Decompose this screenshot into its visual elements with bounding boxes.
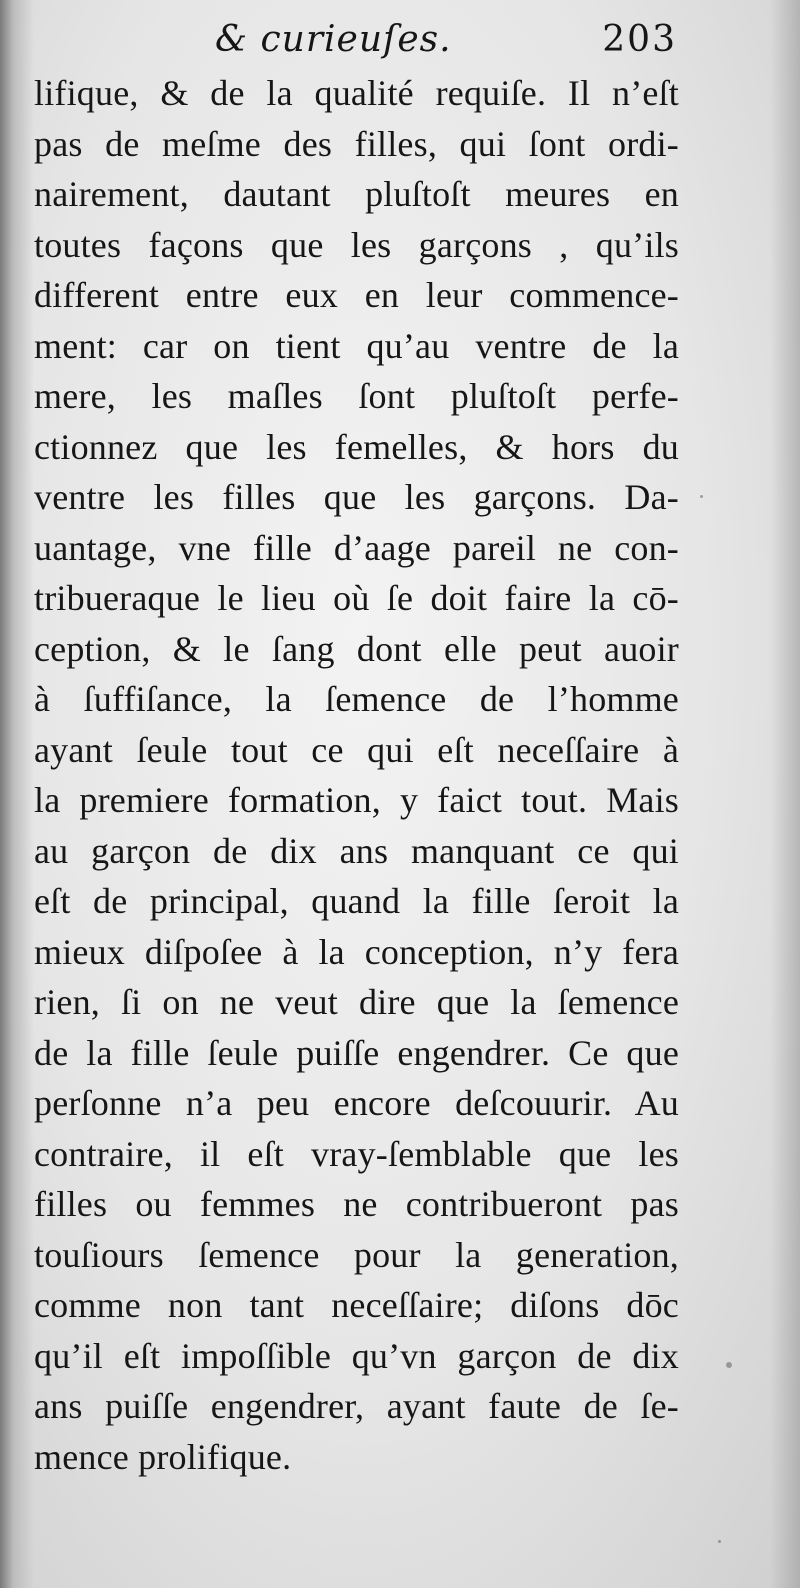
paper-speck (718, 1540, 721, 1543)
text-line: de la fille ſeule puiſſe engendrer. Ce que (34, 1032, 679, 1073)
running-title: & curieuſes. (215, 19, 452, 60)
paper-speck (700, 495, 703, 498)
text-line: perſonne n’a peu encore deſcouurir. Au (34, 1083, 679, 1123)
text-line: contraire, il eſt vray-ſemblable que les (34, 1133, 679, 1174)
page-number: 203 (602, 19, 677, 60)
text-line: mieux diſpoſee à la conception, n’y fera (34, 931, 679, 972)
text-line: à ſuffiſance, la ſemence de l’homme (34, 679, 679, 719)
text-line: lifique, & de la qualité requiſe. Il n’eſt (34, 73, 679, 113)
paper-speck (726, 1362, 732, 1368)
text-line: filles ou femmes ne contribueront pas (34, 1184, 679, 1224)
text-line: uantage, vne fille d’aage pareil ne con- (34, 527, 679, 568)
text-line: comme non tant neceſſaire; diſons dōc (34, 1285, 679, 1325)
text-line: mence prolifique. (34, 1436, 292, 1477)
page-header (215, 14, 685, 68)
text-line: rien, ſi on ne veut dire que la ſemence (34, 982, 679, 1022)
text-line: touſiours ſemence pour la generation, (34, 1234, 679, 1275)
text-line: ment: car on tient qu’au ventre de la (34, 325, 679, 366)
text-line: mere, les maſles ſont pluſtoſt perfe- (34, 376, 679, 416)
body-text (34, 68, 679, 1482)
text-line: au garçon de dix ans manquant ce qui (34, 830, 679, 871)
binding-shadow (0, 0, 34, 1588)
text-line: qu’il eſt impoſſible qu’vn garçon de dix (34, 1335, 679, 1376)
text-line: ctionnez que les femelles, & hors du (34, 426, 679, 467)
text-line: eſt de principal, quand la fille ſeroit la (34, 881, 679, 921)
text-line: pas de meſme des filles, qui ſont ordi- (34, 123, 679, 164)
text-line: ans puiſſe engendrer, ayant faute de ſe- (34, 1386, 679, 1426)
text-line: different entre eux en leur commence- (34, 275, 679, 315)
text-line: toutes façons que les garçons , qu’ils (34, 224, 679, 265)
text-line: tribueraque le lieu où ſe doit faire la cō- (34, 578, 679, 618)
text-line: ventre les filles que les garçons. Da- (34, 477, 679, 517)
page-edge-shadow (770, 0, 800, 1588)
text-line: nairement, dautant pluſtoſt meures en (34, 174, 679, 214)
text-line: ception, & le ſang dont elle peut auoir (34, 628, 679, 669)
text-line: la premiere formation, y faict tout. Mais (34, 780, 679, 820)
text-line: ayant ſeule tout ce qui eſt neceſſaire à (34, 729, 679, 770)
